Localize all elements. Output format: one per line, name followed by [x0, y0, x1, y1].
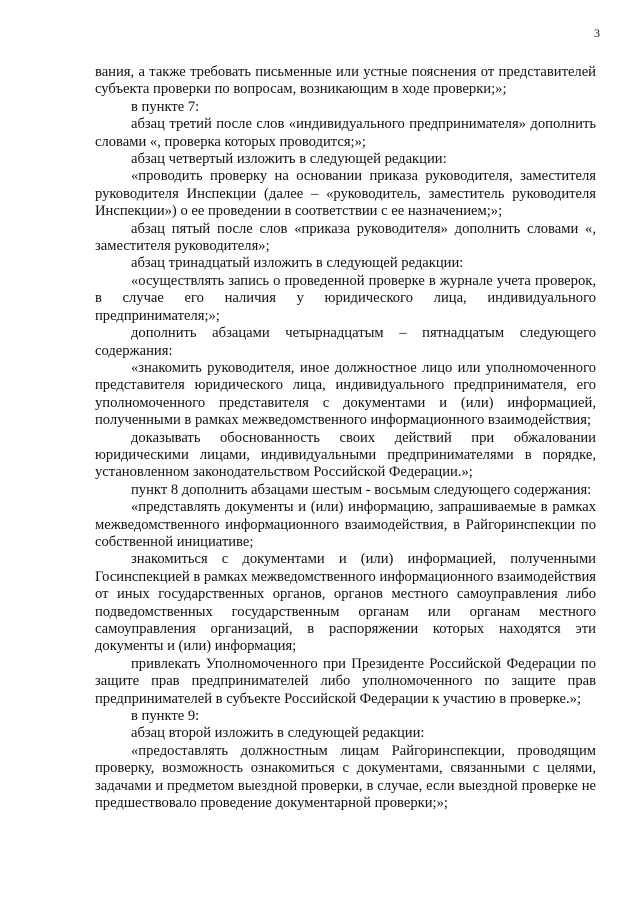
paragraph: абзац четвертый изложить в следующей редакции: [131, 151, 447, 168]
document-body [95, 64, 596, 812]
paragraph: «предоставлять должностным лицам Райгоринспекции, проводящим проверку, возможность ознакомиться с документами, связанными с целями, задачами и предметом выездной проверки, в случае, если выездной проверке не предшествовало проведение документарной проверки;»; [95, 742, 596, 812]
paragraph: в пункте 9: [131, 708, 200, 725]
page-number: 3 [594, 26, 600, 40]
paragraph: «проводить проверку на основании приказа руководителя, заместителя руководителя Инспекции (далее – «руководитель, заместитель руководителя Инспекции») о ее проведении в соответствии с ее назначением;»; [95, 168, 596, 220]
paragraph: «осуществлять запись о проведенной проверке в журнале учета проверок, в случае его наличия у юридического лица, индивидуального предпринимателя;»; [95, 272, 596, 324]
paragraph: вания, а также требовать письменные или устные пояснения от представителей субъекта проверки по вопросам, возникающим в ходе проверки;»; [95, 64, 596, 98]
paragraph: дополнить абзацами четырнадцатым – пятнадцатым следующего содержания: [95, 325, 596, 359]
paragraph: «знакомить руководителя, иное должностное лицо или уполномоченного представителя юридического лица, индивидуального предпринимателя, его уполномоченного представителя с документами и (или) информацией, полученными в рамках межведомственного информационного взаимодействия; [95, 359, 596, 429]
paragraph: знакомиться с документами и (или) информацией, полученными Госинспекцией в рамках межведомственного информационного взаимодействия от иных государственных органов, органов местного самоуправления либо подведомственных государственным органам или органам местного самоуправления организаций, в распоряжении которых находятся эти документы и (или) информация; [95, 551, 596, 655]
paragraph: абзац пятый после слов «приказа руководителя» дополнить словами «, заместителя руководителя»; [95, 220, 596, 255]
paragraph: пункт 8 дополнить абзацами шестым - восьмым следующего содержания: [131, 481, 592, 498]
paragraph: в пункте 7: [131, 98, 200, 115]
paragraph: доказывать обоснованность своих действий при обжаловании юридическими лицами, индивидуальными предпринимателями в порядке, установленном законодательством Российской Федерации.»; [95, 429, 596, 481]
paragraph: абзац второй изложить в следующей редакции: [131, 725, 425, 742]
paragraph: абзац третий после слов «индивидуального предпринимателя» дополнить словами «, проверка которых проводится;»; [95, 116, 596, 150]
paragraph: привлекать Уполномоченного при Президенте Российской Федерации по защите прав предпринимателей либо уполномоченного по защите прав предпринимателей в субъекте Российской Федерации к участию в проверке.»; [95, 655, 596, 707]
paragraph: «представлять документы и (или) информацию, запрашиваемые в рамках межведомственного информационного взаимодействия, в Райгоринспекции по собственной инициативе; [95, 499, 596, 550]
paragraph: абзац тринадцатый изложить в следующей редакции: [131, 255, 464, 272]
